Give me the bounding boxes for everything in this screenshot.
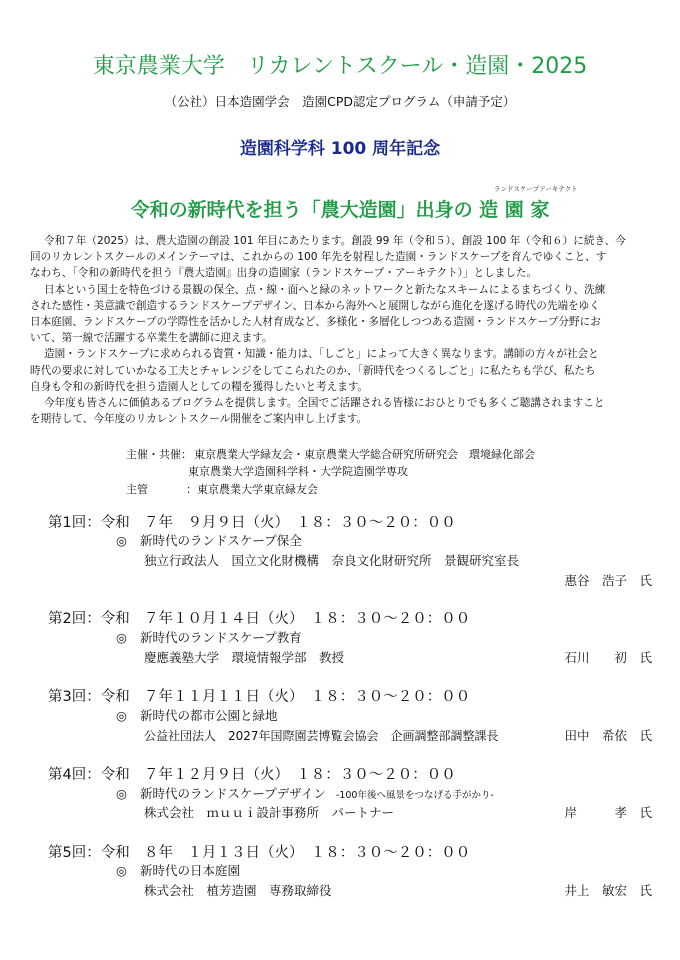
session-5-date: ８年 １月１３日（火） １８：３０～２０：００ [144,845,471,861]
bullet-icon: ◎ [116,786,127,801]
headline-ruby: ランドスケープアーキテクト [494,185,578,193]
session-4-lecturer: 岸 孝 氏 [564,805,652,820]
session-4-theme-note: -100年後へ風景をつなげる手がかり- [335,790,494,801]
intro-line: を期待して、今年度のリカレントスクール開催をご案内申し上げます。 [30,413,368,426]
page-title: 東京農業大学 リカレントスクール・造園・2025 [92,54,588,79]
intro-line: 回のリカレントスクールのメインテーマは、これからの 100 年先を射程した造園・ランドスケープを育んでゆくこと、す [30,251,607,264]
session-3-theme: 新時代の都市公園と緑地 [140,708,278,723]
bullet-icon: ◎ [116,533,127,548]
session-1-theme: 新時代のランドスケープ保全 [140,533,302,548]
session-5-lecturer: 井上 敏宏 氏 [564,883,652,898]
session-5-affiliation: 株式会社 植芳造園 専務取締役 [144,883,332,898]
session-3-date: ７年１１月１１日（火） １８：３０～２０：００ [144,689,471,705]
intro-line: 時代の要求に対していかなる工夫とチャレンジをしてこられたのか、「新時代をつくるしごと」に私たちも学び、私たち [30,364,596,377]
manage-label: 主管 [126,483,148,496]
session-4-date: ７年１２月９日（火） １８：３０～２０：００ [144,767,456,783]
anniversary-heading: 造園科学科 100 周年記念 [239,139,441,159]
session-3-label: 第3回：令和 [48,689,130,705]
session-1-date: ７年 ９月９日（火） １８：３０～２０：００ [144,515,456,531]
cpd-subtitle: （公社）日本造園学会 造園CPD認定プログラム（申請予定） [164,94,516,109]
intro-line: 造園・ランドスケープに求められる資質・知識・能力は、「しごと」によって大きく異なります。講師の方々が社会と [44,348,599,361]
intro-line: 今年度も皆さんに価値あるプログラムを提供します。全国でご活躍される皆様におひとりでも多くご聴講されますこと [44,397,605,410]
session-5-label: 第5回：令和 [48,845,130,861]
session-5-theme: 新時代の日本庭園 [140,863,241,878]
session-3-lecturer: 田中 希依 氏 [564,728,652,743]
session-1-theme-row [116,532,302,552]
intro-line: 自身も令和の新時代を担う造園人としての糧を獲得したいと考えます。 [30,380,369,393]
host-line-1: 東京農業大学緑友会・東京農業大学総合研究所研究会 環境緑化部会 [194,448,535,461]
intro-line: 令和７年（2025）は、農大造園の創設 101 年目にあたります。創設 99 年（令和５）、創設 100 年（令和６）に続き、今 [44,235,626,247]
bullet-icon: ◎ [116,708,127,723]
intro-line: 日本という国土を特色づける景観の保全、点・線・面へと緑のネットワークと新たなスキームによるまちづくり、洗練 [44,283,606,296]
host-label: 主催・共催： [126,448,192,461]
session-2-theme-row [116,629,302,649]
intro-line: 日本庭園、ランドスケープの学際性を活かした人材育成など、多様化・多層化しつつある造園・ランドスケープ分野にお [30,316,601,329]
session-4-theme-row [116,785,494,805]
session-4-theme: 新時代のランドスケープデザイン [140,786,326,801]
intro-line: された感性・美意識で創造するランドスケープデザイン、日本から海外へと展開しながら進化を遂げる時代の先端をゆく [30,299,600,312]
session-1-lecturer: 惠谷 浩子 氏 [564,573,652,588]
intro-line: いて、第一線で活躍する卒業生を講師に迎えます。 [30,332,273,345]
session-4-affiliation: 株式会社 ｍｕｕｉ設計事務所 パートナー [144,805,395,820]
manage-value: ：東京農業大学東京緑友会 [186,483,318,496]
bullet-icon: ◎ [116,863,127,878]
session-2-date: ７年１０月１４日（火） １８：３０～２０：００ [144,611,471,627]
session-5-theme-row [116,862,240,882]
host-line-2: 東京農業大学造園科学科・大学院造園学専攻 [188,465,408,478]
session-1-affiliation: 独立行政法人 国立文化財機構 奈良文化財研究所 景観研究室長 [144,553,520,568]
session-1-label: 第1回：令和 [48,515,130,531]
intro-line: なわち、「令和の新時代を担う『農大造園』出身の造園家（ランドスケープ・アーキテクト）」としました。 [30,267,538,280]
session-2-affiliation: 慶應義塾大学 環境情報学部 教授 [144,650,345,665]
session-2-theme: 新時代のランドスケープ教育 [140,630,302,645]
bullet-icon: ◎ [116,630,127,645]
session-3-affiliation: 公益社団法人 2027年国際園芸博覧会協会 企画調整部調整課長 [144,729,499,743]
session-2-label: 第2回：令和 [48,611,130,627]
session-4-label: 第4回：令和 [48,767,130,783]
headline: 令和の新時代を担う「農大造園」出身の 造 園 家 [130,199,550,221]
session-3-theme-row [116,707,278,727]
session-2-lecturer: 石川 初 氏 [564,650,652,665]
intro-text [30,233,658,427]
